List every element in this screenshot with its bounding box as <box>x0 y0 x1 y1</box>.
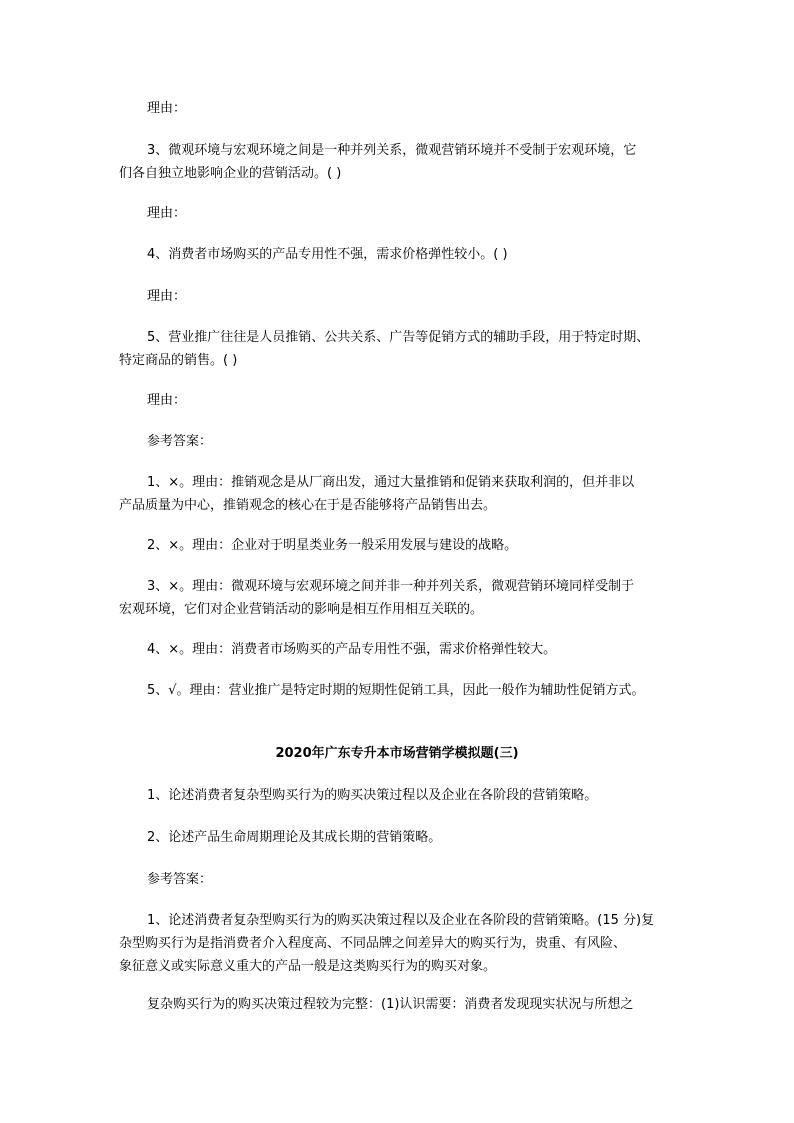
question-4 <box>119 243 722 266</box>
question-4-text: 4、消费者市场购买的产品专用性不强，需求价格弹性较小。( ) <box>147 247 508 262</box>
answer-4 <box>119 638 722 661</box>
answer-5-text: 5、√。理由：营业推广是特定时期的短期性促销工具，因此一般作为辅助性促销方式。 <box>147 683 645 698</box>
question-5-line-1: 5、营业推广往往是人员推销、公共关系、广告等促销方式的辅助手段，用于特定时期、 <box>147 330 650 345</box>
section-title: 2020年广东专升本市场营销学模拟题(三) <box>275 746 519 761</box>
answer-5 <box>119 679 722 702</box>
question-3-line-2: 们各自独立地影响企业的营销活动。( ) <box>119 166 342 181</box>
question-3 <box>119 139 694 185</box>
answer-heading-text: 参考答案： <box>147 434 213 449</box>
reason-label-text: 理由： <box>147 101 187 116</box>
reason-label-text: 理由： <box>147 206 187 221</box>
essay-answer-1 <box>119 909 694 978</box>
reason-label <box>119 389 722 412</box>
reason-label-text: 理由： <box>147 289 187 304</box>
question-5 <box>119 326 694 372</box>
essay-answer-1-line-2: 杂型购买行为是指消费者介入程度高、不同品牌之间差异大的购买行为，贵重、有风险、 <box>119 936 627 951</box>
answer-3-line-1: 3、×。理由：微观环境与宏观环境之间并非一种并列关系，微观营销环境同样受制于 <box>147 579 635 594</box>
answer-heading <box>119 430 722 453</box>
essay-answer-1-continued <box>119 993 722 1016</box>
essay-question-2 <box>119 826 722 849</box>
answer-heading-2-text: 参考答案： <box>147 872 213 887</box>
essay-answer-1-continued-text: 复杂购买行为的购买决策过程较为完整：(1)认识需要：消费者发现现实状况与所想之 <box>147 997 634 1012</box>
answer-1-line-1: 1、×。理由：推销观念是从厂商出发，通过大量推销和促销来获取利润的，但并非以 <box>147 475 635 490</box>
reason-label <box>119 202 722 225</box>
answer-4-text: 4、×。理由：消费者市场购买的产品专用性不强，需求价格弹性较大。 <box>147 642 557 657</box>
essay-question-1 <box>119 784 722 807</box>
answer-1-line-2: 产品质量为中心，推销观念的核心在于是否能够将产品销售出去。 <box>119 498 497 513</box>
essay-answer-1-line-3: 象征意义或实际意义重大的产品一般是这类购买行为的购买对象。 <box>119 959 497 974</box>
answer-3 <box>119 575 694 621</box>
reason-label <box>119 97 722 120</box>
answer-2 <box>119 534 722 557</box>
essay-question-1-text: 1、论述消费者复杂型购买行为的购买决策过程以及企业在各阶段的营销策略。 <box>147 788 598 803</box>
question-5-line-2: 特定商品的销售。( ) <box>119 353 238 368</box>
answer-heading-2 <box>119 868 722 891</box>
reason-label <box>119 285 722 308</box>
answer-1 <box>119 471 694 517</box>
essay-answer-1-line-1: 1、论述消费者复杂型购买行为的购买决策过程以及企业在各阶段的营销策略。(15 分)复 <box>147 913 655 928</box>
essay-question-2-text: 2、论述产品生命周期理论及其成长期的营销策略。 <box>147 830 442 845</box>
reason-label-text: 理由： <box>147 393 187 408</box>
answer-2-text: 2、×。理由：企业对于明星类业务一般采用发展与建设的战略。 <box>147 538 518 553</box>
question-3-line-1: 3、微观环境与宏观环境之间是一种并列关系，微观营销环境并不受制于宏观环境，它 <box>147 143 637 158</box>
answer-3-line-2: 宏观环境，它们对企业营销活动的影响是相互作用相互关联的。 <box>119 602 484 617</box>
